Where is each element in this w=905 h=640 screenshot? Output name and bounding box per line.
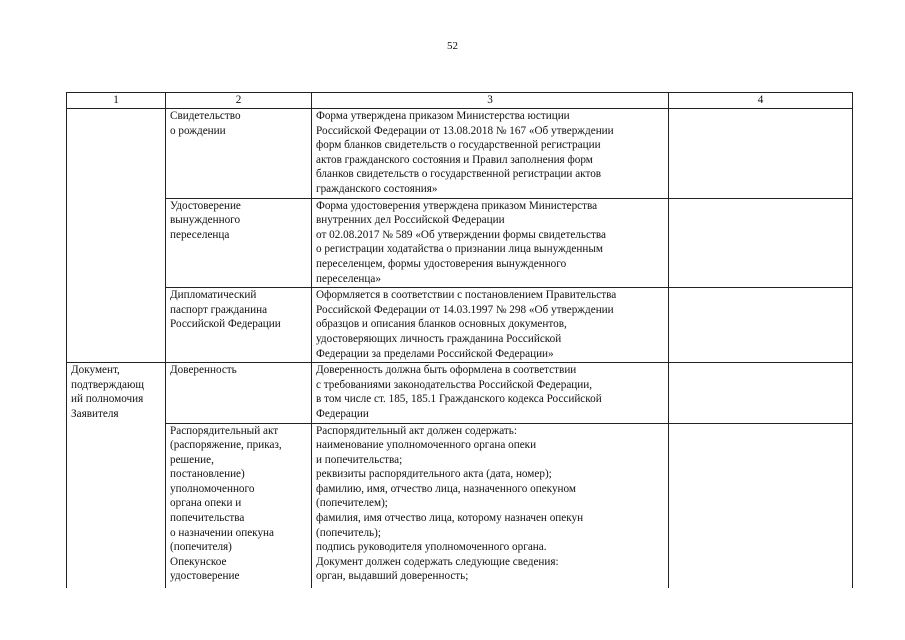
cell-line: Дипломатический (170, 289, 257, 302)
cell-line: Доверенность должна быть оформлена в соответствии (316, 364, 577, 377)
document-name-cell (166, 363, 312, 423)
cell-line: (попечителем); (316, 497, 388, 510)
notes-cell (669, 109, 853, 199)
cell-line: решение, (170, 453, 214, 466)
cell-line: вынужденного (170, 214, 241, 227)
notes-cell (669, 198, 853, 288)
cell-line: о назначении опекуна (170, 526, 274, 539)
requirements-cell (312, 363, 669, 423)
table-row (67, 423, 853, 588)
cell-line: Федерации за пределами Российской Федерации» (316, 347, 554, 360)
document-name-cell (166, 109, 312, 199)
cell-line: в том числе ст. 185, 185.1 Гражданского кодекса Российской (316, 393, 602, 406)
cell-line: переселенцем, формы удостоверения вынужденного (316, 257, 567, 270)
cell-line: Форма утверждена приказом Министерства юстиции (316, 110, 570, 122)
cell-line: от 02.08.2017 № 589 «Об утверждении формы свидетельства (316, 228, 606, 241)
cell-line: гражданского состояния» (316, 182, 438, 195)
cell-line: Документ, (71, 364, 120, 377)
notes-cell (669, 363, 853, 423)
cell-line: о рождении (170, 124, 226, 137)
cell-line: орган, выдавший доверенность; (316, 570, 469, 583)
cell-line: бланков свидетельств о государственной регистрации актов (316, 168, 602, 181)
cell-line: подтверждающ (71, 378, 144, 391)
cell-line: (попечитель); (316, 526, 381, 539)
cell-line: паспорт гражданина (170, 303, 268, 316)
cell-line: подпись руководителя уполномоченного органа. (316, 541, 547, 554)
cell-line: реквизиты распорядительного акта (дата, номер); (316, 468, 552, 481)
cell-line: форм бланков свидетельств о государственной регистрации (316, 139, 601, 152)
table-row (67, 109, 853, 199)
cell-line: Распорядительный акт (170, 424, 279, 437)
requirements-cell (312, 288, 669, 363)
cell-line: попечительства (170, 512, 245, 525)
document-name-cell (166, 288, 312, 363)
cell-line: Форма удостоверения утверждена приказом Министерства (316, 199, 598, 212)
requirements-cell (312, 109, 669, 199)
cell-line: уполномоченного (170, 482, 255, 495)
cell-line: Распорядительный акт должен содержать: (316, 424, 517, 437)
cell-line: Опекунское (170, 555, 227, 568)
page-number: 52 (447, 40, 458, 52)
cell-line: удостоверяющих личность гражданина Российской (316, 332, 562, 345)
cell-line: органа опеки и (170, 497, 242, 510)
cell-line: Федерации (316, 407, 369, 420)
column-header-1: 1 (67, 93, 166, 109)
notes-cell (669, 288, 853, 363)
cell-line: переселенца» (316, 272, 381, 285)
requirements-cell (312, 423, 669, 588)
cell-line: (попечителя) (170, 541, 232, 554)
cell-line: Заявителя (71, 407, 119, 420)
cell-line: Документ должен содержать следующие сведения: (316, 555, 559, 568)
table-row (67, 363, 853, 423)
document-name-cell (166, 198, 312, 288)
notes-cell (669, 423, 853, 588)
cell-line: фамилия, имя отчество лица, которому назначен опекун (316, 512, 584, 525)
cell-line: образцов и описания бланков основных документов, (316, 318, 567, 331)
document-type-cell (67, 363, 166, 588)
cell-line: ий полномочия (71, 393, 144, 406)
cell-line: актов гражданского состояния и Правил заполнения форм (316, 153, 593, 166)
table-header-row (67, 93, 853, 109)
cell-line: Российской Федерации (170, 318, 281, 331)
cell-line: Доверенность (170, 364, 237, 377)
document-name-cell (166, 423, 312, 588)
cell-line: с требованиями законодательства Российской Федерации, (316, 378, 593, 391)
cell-line: о регистрации ходатайства о признании лица вынужденным (316, 243, 603, 256)
cell-line: Удостоверение (170, 199, 241, 212)
cell-line: переселенца (170, 228, 230, 241)
requirements-table (66, 92, 853, 588)
cell-line: (распоряжение, приказ, (170, 439, 282, 452)
cell-line: постановление) (170, 468, 245, 481)
cell-line: наименование уполномоченного органа опеки (316, 439, 537, 452)
cell-line: Российской Федерации от 14.03.1997 № 298 «Об утверждении (316, 303, 614, 316)
column-header-4: 4 (669, 93, 853, 109)
cell-line: внутренних дел Российской Федерации (316, 214, 505, 227)
column-header-2: 2 (166, 93, 312, 109)
cell-line: Свидетельство (170, 110, 241, 122)
cell-line: удостоверение (170, 570, 240, 583)
requirements-cell (312, 198, 669, 288)
cell-line: фамилию, имя, отчество лица, назначенного опекуном (316, 482, 576, 495)
table-row (67, 198, 853, 288)
column-header-3: 3 (312, 93, 669, 109)
cell-line: Российской Федерации от 13.08.2018 № 167 «Об утверждении (316, 124, 614, 137)
cell-line: и попечительства; (316, 453, 403, 466)
document-type-cell (67, 109, 166, 363)
cell-line: Оформляется в соответствии с постановлением Правительства (316, 289, 617, 302)
table-row (67, 288, 853, 363)
